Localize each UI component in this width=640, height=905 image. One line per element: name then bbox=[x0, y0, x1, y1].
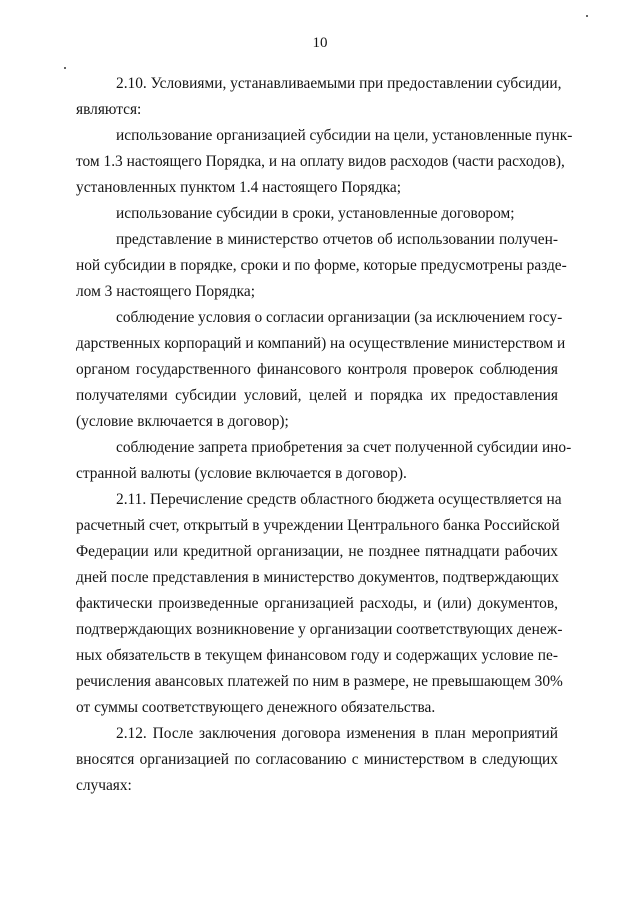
text-line: случаях: bbox=[76, 777, 132, 794]
page-number: 10 bbox=[312, 35, 328, 51]
text-line: расчетный счет, открытый в учреждении Центрального банка Российской bbox=[76, 517, 560, 534]
text-line: представление в министерство отчетов об использовании получен- bbox=[116, 231, 558, 248]
text-line: 2.11. Перечисление средств областного бюджета осуществляется на bbox=[116, 491, 562, 508]
text-line: получателями субсидии условий, целей и порядка их предоставления bbox=[76, 387, 558, 404]
text-line: странной валюты (условие включается в договор). bbox=[76, 465, 407, 482]
text-line: лом 3 настоящего Порядка; bbox=[76, 283, 256, 300]
text-line: ной субсидии в порядке, сроки и по форме, которые предусмотрены разде- bbox=[76, 257, 567, 274]
text-line: использование организацией субсидии на цели, установленные пунк- bbox=[116, 127, 573, 144]
text-line: фактически произведенные организацией расходы, и (или) документов, bbox=[76, 595, 558, 612]
text-line: 2.12. После заключения договора изменения в план мероприятий bbox=[116, 725, 558, 742]
text-line: являются: bbox=[76, 101, 142, 118]
text-line: органом государственного финансового контроля проверок соблюдения bbox=[76, 361, 558, 378]
text-line: Федерации или кредитной организации, не позднее пятнадцати рабочих bbox=[76, 543, 558, 560]
text-line: речисления авансовых платежей по ним в размере, не превышающем 30% bbox=[76, 673, 563, 690]
scan-speck bbox=[586, 15, 588, 17]
text-line: соблюдение условия о согласии организации (за исключением госу- bbox=[116, 309, 563, 326]
text-line: подтверждающих возникновение у организации соответствующих денеж- bbox=[76, 621, 563, 638]
text-line: 2.10. Условиями, устанавливаемыми при предоставлении субсидии, bbox=[116, 75, 562, 92]
text-line: использование субсидии в сроки, установленные договором; bbox=[116, 205, 515, 222]
text-line: дней после представления в министерство документов, подтверждающих bbox=[76, 569, 559, 586]
text-line: (условие включается в договор); bbox=[76, 413, 289, 430]
text-line: ных обязательств в текущем финансовом году и содержащих условие пе- bbox=[76, 647, 558, 664]
text-line: дарственных корпораций и компаний) на осуществление министерством и bbox=[76, 335, 566, 352]
scan-speck bbox=[64, 67, 66, 69]
text-line: соблюдение запрета приобретения за счет полученной субсидии ино- bbox=[116, 439, 572, 456]
text-line: вносятся организацией по согласованию с министерством в следующих bbox=[76, 751, 558, 768]
text-line: том 1.3 настоящего Порядка, и на оплату видов расходов (части расходов), bbox=[76, 153, 565, 170]
text-line: установленных пунктом 1.4 настоящего Порядка; bbox=[76, 179, 401, 196]
text-line: от суммы соответствующего денежного обязательства. bbox=[76, 699, 436, 716]
